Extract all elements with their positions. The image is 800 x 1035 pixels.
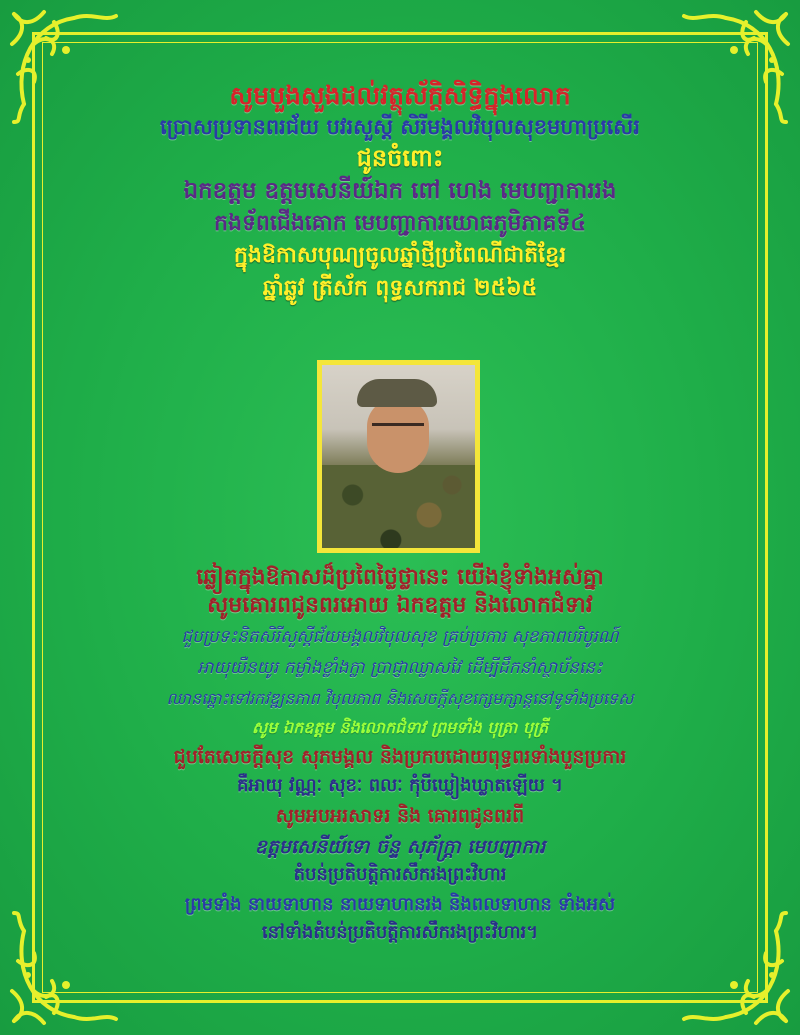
header-line-1: សូមបួងសួងដល់វត្ថុស័ក្តិសិទ្ធិក្នុងលោក [229,81,571,110]
body-line-4: អាយុយឺនយូរ កម្លាំងខ្លាំងក្លា ប្រាជ្ញាឈ្លាសវៃ ដើម្បីដឹកនាំស្ថាប័ននេះ [197,658,603,679]
body-line-9: សូមអបអរសាទរ និង គោរពជូនពរពី [275,804,525,827]
body-line-11: តំបន់ប្រតិបត្តិការសឹករងព្រះវិហារ [293,864,507,886]
body-line-10: ឧត្តមសេនីយ៍ទោ ច័ន្ទ សុភ័ក្ត្រា មេបញ្ជាការ [254,835,546,858]
body-line-3: ជួបប្រទះនិតសិរីសួស្តីជ័យមង្គលវិបុលសុខ គ្រប់ប្រការ សុខភាពបរិបូរណ៍ [181,627,619,648]
header-line-7: ឆ្នាំឆ្លូវ ត្រីស័ក ពុទ្ធសករាជ ២៥៦៥ [262,275,538,301]
portrait-photo [322,365,475,548]
body-line-6: សូម ឯកឧត្តម និងលោកជំទាវ ព្រមទាំង បុត្រា បុត្រី [251,718,549,738]
header-line-3: ជូនចំពោះ [356,143,444,172]
body-line-8: គឺអាយុ វណ្ណៈ សុខៈ ពលៈ កុំបីឃ្លៀងឃ្លាតឡើយ ។ [236,774,564,796]
body-line-1: ឆ្លៀតក្នុងឱកាសដ៏ប្រពៃថ្លៃថ្លានេះ យើងខ្ញុំទាំងអស់គ្នា [196,565,604,590]
body-text-block [55,566,745,943]
body-line-5: ឈានឆ្ពោះទៅរកវឌ្ឍនភាព វិបុលភាព និងសេចក្តីសុខក្សេមក្សាន្តនៅទូទាំងប្រទេស [166,688,634,708]
header-text-block [60,82,740,301]
header-line-4: ឯកឧត្តម ឧត្តមសេនីយ៍ឯក ពៅ ហេង មេបញ្ជាការរង [183,177,617,204]
body-line-13: នៅទាំងតំបន់ប្រតិបត្តិការសឹករងព្រះវិហារ។ [261,922,539,943]
header-line-6: ក្នុងឱកាសបុណ្យចូលឆ្នាំថ្មីប្រពៃណីជាតិខ្មែរ [233,243,567,269]
portrait-frame [317,360,480,553]
body-line-2: សូមគោរពជូនពរអោយ ឯកឧត្តម និងលោកជំទាវ [207,593,593,619]
body-line-7: ជួបតែសេចក្តីសុខ សុភមង្គល និងប្រកបដោយពុទ្ធពរទាំងបួនប្រការ [173,745,627,768]
header-line-5: កងទ័ពជើងគោក មេបញ្ជាការយោធភូមិភាគទី៤ [214,211,586,237]
header-line-2: ប្រោសប្រទានពរជ័យ បវរសួស្តី សិរីមង្គលវិបុលសុខមហាប្រសើរ [160,114,640,139]
body-line-12: ព្រមទាំង នាយទាហាន នាយទាហានរង និងពលទាហាន ទាំងអស់ [184,894,616,916]
